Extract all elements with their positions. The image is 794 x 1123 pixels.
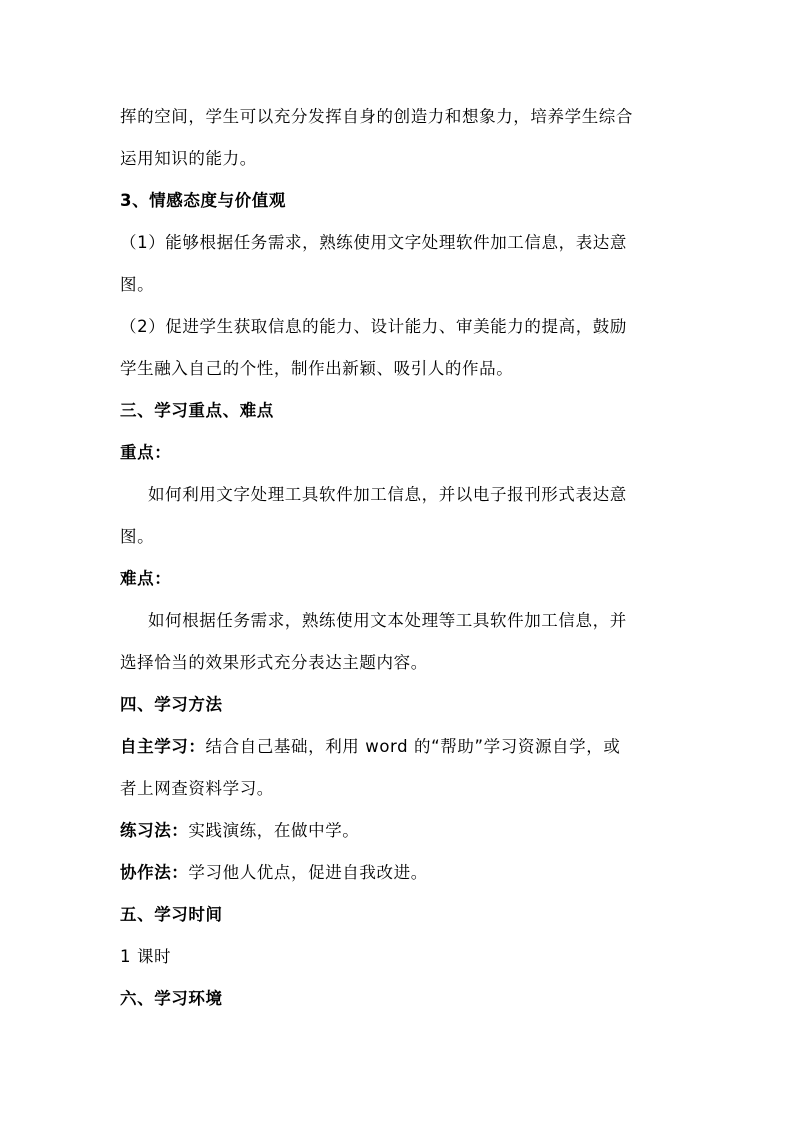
- subheading-difficult-points: 难点：: [120, 569, 172, 588]
- paragraph-line: （1）能够根据任务需求，熟练使用文字处理软件加工信息，表达意: [120, 233, 627, 252]
- section-heading: 五、学习时间: [120, 905, 223, 924]
- paragraph-line: 运用知识的能力。: [120, 149, 257, 168]
- section-heading: 四、学习方法: [120, 695, 223, 714]
- method-line: [120, 852, 676, 894]
- method-label: 练习法：: [120, 821, 189, 840]
- section-heading: 三、学习重点、难点: [120, 401, 274, 420]
- paragraph-line: 图。: [120, 527, 155, 546]
- method-label: 自主学习：: [120, 737, 206, 756]
- paragraph-line: 1 课时: [120, 947, 172, 966]
- method-line: [120, 810, 676, 852]
- method-line: [120, 726, 676, 768]
- paragraph-line: （2）促进学生获取信息的能力、设计能力、审美能力的提高，鼓励: [120, 317, 627, 336]
- paragraph-line: 者上网查资料学习。: [120, 779, 274, 798]
- paragraph-line: 如何根据任务需求，熟练使用文本处理等工具软件加工信息，并: [148, 611, 627, 630]
- section-heading: 六、学习环境: [120, 989, 223, 1008]
- method-text: 学习他人优点，促进自我改进。: [188, 863, 428, 882]
- method-text: 实践演练，在做中学。: [188, 821, 360, 840]
- document-page: [120, 96, 676, 1020]
- paragraph-line: 如何利用文字处理工具软件加工信息，并以电子报刊形式表达意: [148, 485, 627, 504]
- paragraph-line: 图。: [120, 275, 155, 294]
- paragraph-line: 挥的空间，学生可以充分发挥自身的创造力和想象力，培养学生综合: [120, 107, 633, 126]
- paragraph-line: 选择恰当的效果形式充分表达主题内容。: [120, 653, 428, 672]
- section-heading: 3、情感态度与价值观: [120, 191, 286, 210]
- subheading-key-points: 重点：: [120, 443, 172, 462]
- method-text: 结合自己基础，利用 word 的“帮助”学习资源自学，或: [205, 737, 621, 756]
- method-label: 协作法：: [120, 863, 189, 882]
- paragraph-line: 学生融入自己的个性，制作出新颖、吸引人的作品。: [120, 359, 514, 378]
